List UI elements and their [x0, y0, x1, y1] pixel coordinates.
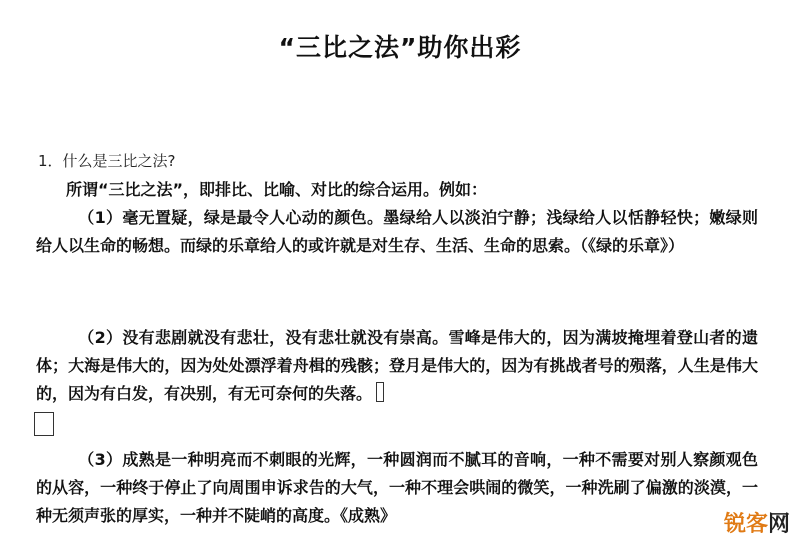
document-title: “三比之法”助你出彩 [278, 33, 522, 62]
example-3-text: （3）成熟是一种明亮而不刺眼的光辉，一种圆润而不腻耳的音响，一种不需要对别人察颜观色的从容，一种终于停止了向周围申诉求告的大气，一种不理会哄闹的微笑，一种洗刷了偏激的淡漠，一种无须声张的厚实，一种并不陡峭的高度。《成熟》 [36, 450, 758, 525]
example-paragraph-1 [36, 204, 758, 260]
example-1-text: （1）毫无置疑，绿是最令人心动的颜色。墨绿给人以淡泊宁静；浅绿给人以恬静轻快；嫩绿则给人以生命的畅想。而绿的乐章给人的或许就是对生存、生活、生命的思索。（《绿的乐章》） [36, 208, 758, 255]
watermark-text-a: 锐客 [723, 512, 768, 537]
empty-checkbox-icon [34, 412, 54, 436]
question-heading: 1．什么是三比之法? [38, 152, 176, 170]
site-watermark [724, 507, 790, 538]
example-paragraph-3 [36, 446, 758, 530]
example-paragraph-2 [36, 324, 758, 408]
text-cursor-icon [376, 382, 384, 402]
example-2-text: （2）没有悲剧就没有悲壮，没有悲壮就没有崇高。雪峰是伟大的，因为满坡掩埋着登山者的遗体；大海是伟大的，因为处处漂浮着舟楫的残骸；登月是伟大的，因为有挑战者号的殒落，人生是伟大的，因为有白发，有决别，有无可奈何的失落。 [36, 328, 758, 403]
watermark-text-b: 网 [767, 512, 790, 537]
intro-paragraph: 所谓“三比之法”，即排比、比喻、对比的综合运用。例如： [66, 180, 488, 199]
